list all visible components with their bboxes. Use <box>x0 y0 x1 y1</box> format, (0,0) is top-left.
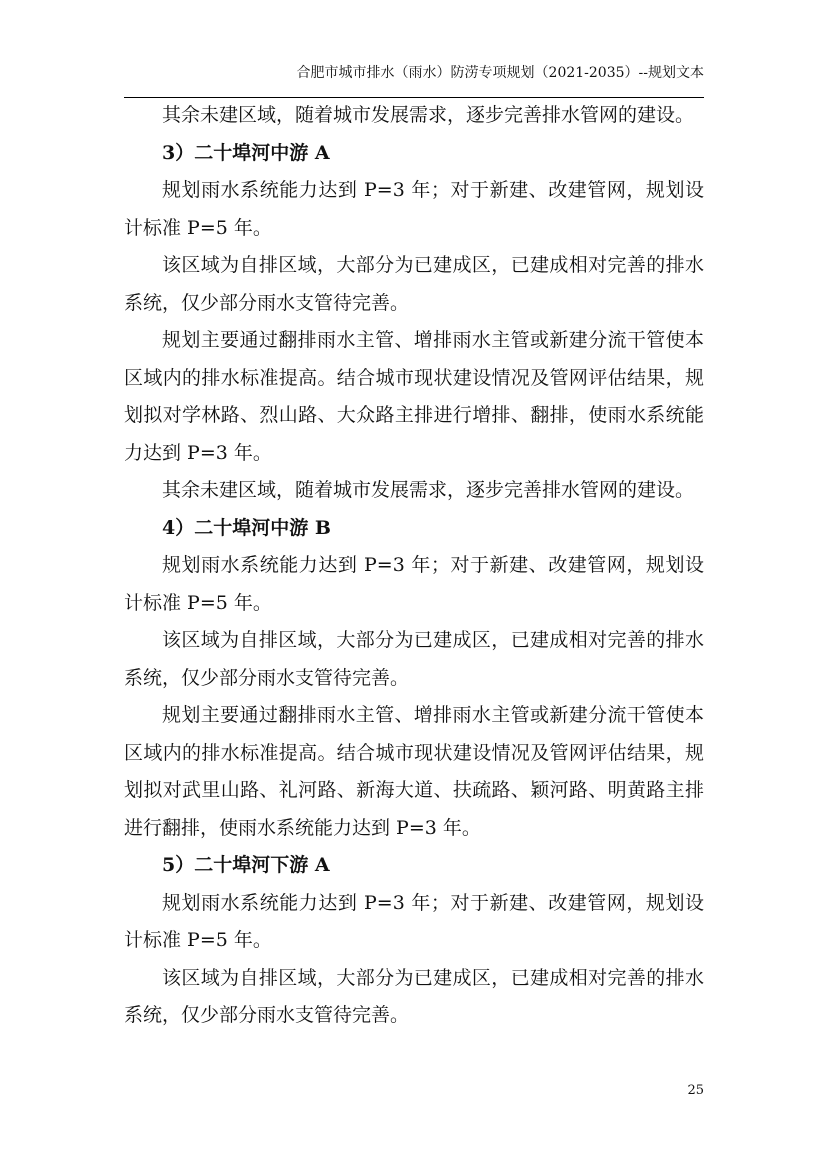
paragraph: 规划主要通过翻排雨水主管、增排雨水主管或新建分流干管使本区域内的排水标准提高。结合城市现状建设情况及管网评估结果，规划拟对学林路、烈山路、大众路主排进行增排、翻排，使雨水系统能力达到 P=3 年。 <box>124 329 704 464</box>
page-number: 25 <box>687 1083 704 1098</box>
paragraph: 其余未建区域，随着城市发展需求，逐步完善排水管网的建设。 <box>162 479 695 501</box>
paragraph: 规划雨水系统能力达到 P=3 年；对于新建、改建管网，规划设计标准 P=5 年。 <box>124 891 704 951</box>
paragraph: 该区域为自排区域，大部分为已建成区，已建成相对完善的排水系统，仅少部分雨水支管待完善。 <box>124 966 704 1026</box>
section-heading: 4）二十埠河中游 B <box>162 516 331 539</box>
paragraph: 规划主要通过翻排雨水主管、增排雨水主管或新建分流干管使本区域内的排水标准提高。结合城市现状建设情况及管网评估结果，规划拟对武里山路、礼河路、新海大道、扶疏路、颖河路、明黄路主排进行翻排，使雨水系统能力达到 P=3 年。 <box>124 704 704 839</box>
document-body <box>124 97 704 1035</box>
paragraph: 规划雨水系统能力达到 P=3 年；对于新建、改建管网，规划设计标准 P=5 年。 <box>124 179 704 239</box>
paragraph: 其余未建区域，随着城市发展需求，逐步完善排水管网的建设。 <box>162 104 695 126</box>
paragraph: 该区域为自排区域，大部分为已建成区，已建成相对完善的排水系统，仅少部分雨水支管待完善。 <box>124 629 704 689</box>
paragraph: 规划雨水系统能力达到 P=3 年；对于新建、改建管网，规划设计标准 P=5 年。 <box>124 554 704 614</box>
page-header: 合肥市城市排水（雨水）防涝专项规划（2021-2035）--规划文本 <box>296 65 704 81</box>
section-heading: 3）二十埠河中游 A <box>162 141 330 164</box>
paragraph: 该区域为自排区域，大部分为已建成区，已建成相对完善的排水系统，仅少部分雨水支管待完善。 <box>124 254 704 314</box>
section-heading: 5）二十埠河下游 A <box>162 854 330 876</box>
